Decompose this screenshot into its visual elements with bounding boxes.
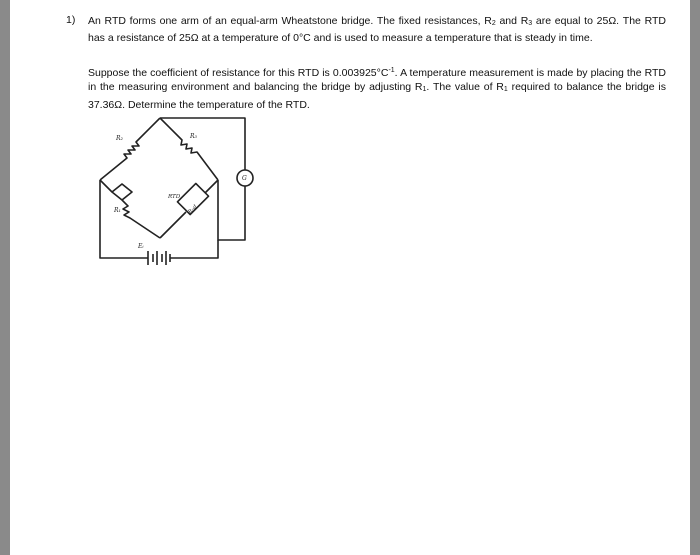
p1-subscript-3: 3: [528, 20, 533, 27]
question-paragraph-2: [88, 64, 666, 112]
label-r2: R₂: [116, 135, 123, 142]
battery-cells: [142, 251, 178, 265]
question-number: 1): [66, 14, 76, 26]
p2-text-b: . A temperature measurement is made by placing the RTD in the measuring environment and balancing the bridge by adjusting R: [88, 67, 666, 94]
p1-text-b: and R: [495, 15, 529, 27]
p1-text-c: are equal to 25Ω. The RTD has a resistance of 25Ω at a temperature of 0°C and is used to measure a temperature that is steady in time.: [88, 15, 666, 45]
p2-subscript-1b: 1: [503, 86, 508, 94]
wheatstone-bridge-diagram: [90, 108, 270, 268]
p2-superscript: -1: [388, 67, 395, 74]
galvanometer-wire: [160, 118, 245, 170]
p2-text-c: . The value of R: [426, 81, 504, 94]
r3-resistor: [160, 118, 218, 180]
label-rtd: RTD: [168, 194, 181, 200]
label-r3: R₃: [190, 133, 197, 140]
label-galvanometer: G: [242, 175, 247, 182]
p1-text-a: An RTD forms one arm of an equal-arm Wheatstone bridge. The fixed resistances, R: [88, 15, 492, 27]
p2-text-a: Suppose the coefficient of resistance for this RTD is 0.003925°C: [88, 67, 389, 79]
p2-subscript-1a: 1: [422, 86, 427, 94]
p1-subscript-2: 2: [491, 20, 496, 27]
r2-resistor: [100, 118, 160, 180]
label-rrtd: Rᵣₜd: [187, 203, 199, 216]
p2-text-d: required to balance the bridge is 37.36Ω. Determine the temperature of the RTD.: [88, 81, 666, 111]
label-ei: Eᵢ: [138, 243, 144, 250]
r1-resistor: [100, 180, 160, 238]
document-page: [10, 0, 690, 555]
question-paragraph-1: [88, 14, 666, 46]
label-r1: R₁: [114, 207, 121, 214]
